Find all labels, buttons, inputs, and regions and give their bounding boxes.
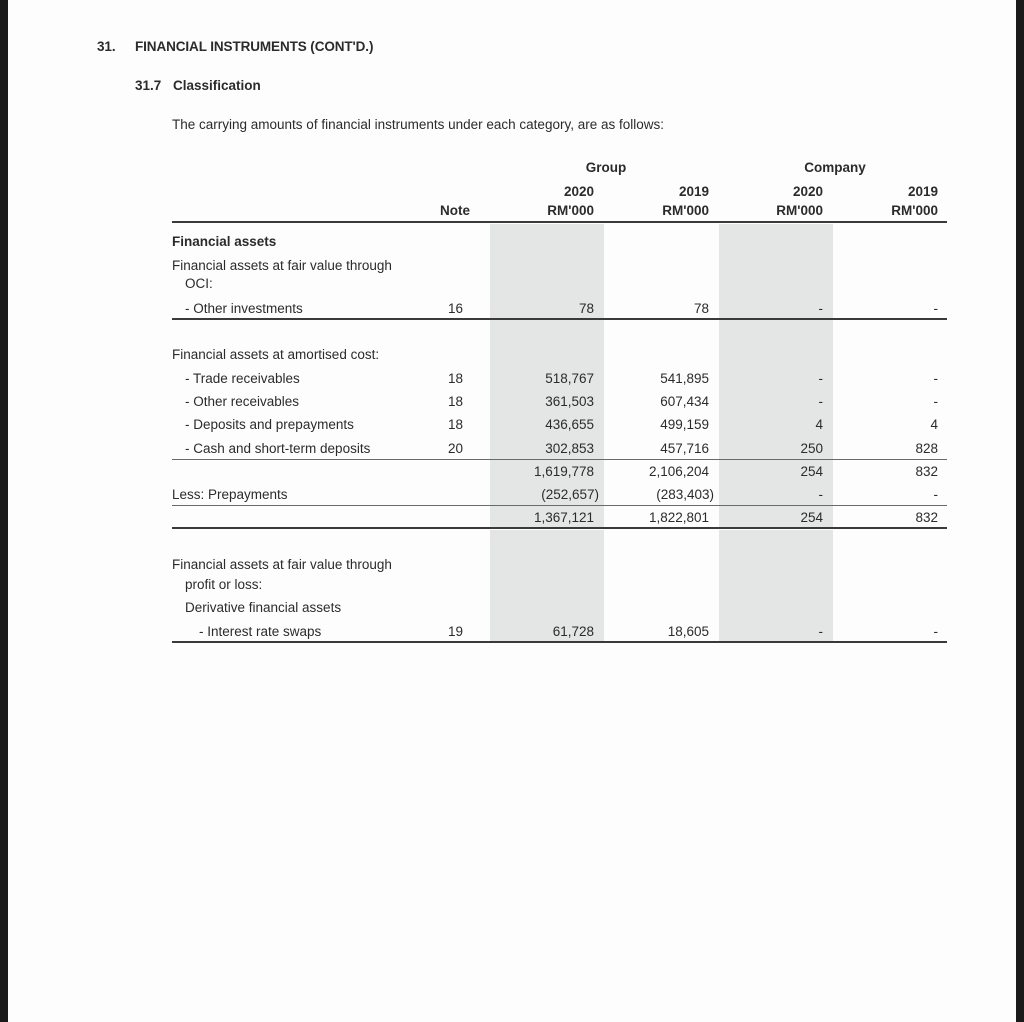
row-label: - Trade receivables <box>185 371 300 386</box>
subsection-title <box>135 78 261 93</box>
header-c2020-year: 2020 <box>792 184 823 199</box>
row-c2020: 250 <box>800 441 823 456</box>
total-c2019: 832 <box>915 510 938 525</box>
less-g2019: (283,403) <box>656 487 714 502</box>
document-page <box>8 0 1016 1022</box>
header-g2020-unit: RM'000 <box>547 203 594 218</box>
header-c2020-unit: RM'000 <box>776 203 823 218</box>
header-c2019-unit: RM'000 <box>891 203 938 218</box>
row-label: - Other investments <box>185 301 303 316</box>
row-label: - Deposits and prepayments <box>185 417 354 432</box>
block3-label-line1: Financial assets at fair value through <box>172 557 392 572</box>
row-c2019: - <box>933 394 938 409</box>
row-c2019: 4 <box>930 417 938 432</box>
header-rule <box>172 221 947 223</box>
total-c2020: 254 <box>800 510 823 525</box>
row-g2020: 302,853 <box>545 441 594 456</box>
block1-heading: Financial assets <box>172 234 277 249</box>
block2-total-rule <box>172 505 947 506</box>
subtotal-g2019: 2,106,204 <box>648 464 709 479</box>
row-c2020: 4 <box>815 417 823 432</box>
block3-label-line2: profit or loss: <box>185 577 263 592</box>
section-title <box>97 39 373 54</box>
row-note: 18 <box>447 394 463 409</box>
section-number: 31. <box>97 39 116 54</box>
row-note: 18 <box>447 371 463 386</box>
block1-rule <box>172 318 947 320</box>
header-g2019-year: 2019 <box>678 184 709 199</box>
row-c2020: - <box>818 371 823 386</box>
row-g2020: 436,655 <box>545 417 594 432</box>
subtotal-c2020: 254 <box>800 464 823 479</box>
row-g2020: 61,728 <box>552 624 594 639</box>
row-g2020: 518,767 <box>545 371 594 386</box>
row-g2019: 78 <box>693 301 709 316</box>
row-label: - Interest rate swaps <box>199 624 322 639</box>
block1-label-line2: OCI: <box>185 276 213 291</box>
header-note: Note <box>440 203 470 218</box>
header-g2019-unit: RM'000 <box>662 203 709 218</box>
header-c2019-year: 2019 <box>907 184 938 199</box>
row-g2019: 541,895 <box>660 371 709 386</box>
row-g2020: 361,503 <box>545 394 594 409</box>
row-c2019: - <box>933 301 938 316</box>
row-note: 19 <box>447 624 463 639</box>
subsection-number: 31.7 <box>135 78 162 93</box>
row-g2019: 457,716 <box>660 441 709 456</box>
block2-double-rule-top <box>172 527 947 529</box>
row-g2019: 499,159 <box>660 417 709 432</box>
row-g2019: 18,605 <box>667 624 709 639</box>
row-c2020: - <box>818 394 823 409</box>
row-g2020: 78 <box>578 301 594 316</box>
block1-label-line1: Financial assets at fair value through <box>172 258 392 273</box>
subtotal-g2020: 1,619,778 <box>533 464 594 479</box>
row-label: - Other receivables <box>185 394 300 409</box>
header-group: Group <box>585 160 627 175</box>
total-g2019: 1,822,801 <box>648 510 709 525</box>
total-g2020: 1,367,121 <box>533 510 594 525</box>
row-g2019: 607,434 <box>660 394 709 409</box>
block2-heading: Financial assets at amortised cost: <box>172 347 380 362</box>
block2-subtotal-rule <box>172 459 947 460</box>
intro-text: The carrying amounts of financial instruments under each category, are as follows: <box>172 117 664 132</box>
header-g2020-year: 2020 <box>563 184 594 199</box>
subtotal-c2019: 832 <box>915 464 938 479</box>
row-c2020: - <box>818 301 823 316</box>
row-c2020: - <box>818 624 823 639</box>
less-g2020: (252,657) <box>541 487 599 502</box>
subsection-title-text: Classification <box>173 78 261 93</box>
less-prepayments-label: Less: Prepayments <box>172 487 288 502</box>
header-company: Company <box>804 160 866 175</box>
less-c2019: - <box>933 487 938 502</box>
row-c2019: 828 <box>915 441 938 456</box>
block3-rule <box>172 641 947 643</box>
row-note: 16 <box>447 301 463 316</box>
block3-sub-heading: Derivative financial assets <box>185 600 342 615</box>
row-c2019: - <box>933 371 938 386</box>
row-note: 18 <box>447 417 463 432</box>
row-note: 20 <box>447 441 463 456</box>
row-c2019: - <box>933 624 938 639</box>
row-label: - Cash and short-term deposits <box>185 441 371 456</box>
section-title-text: FINANCIAL INSTRUMENTS (CONT'D.) <box>135 39 374 54</box>
less-c2020: - <box>818 487 823 502</box>
